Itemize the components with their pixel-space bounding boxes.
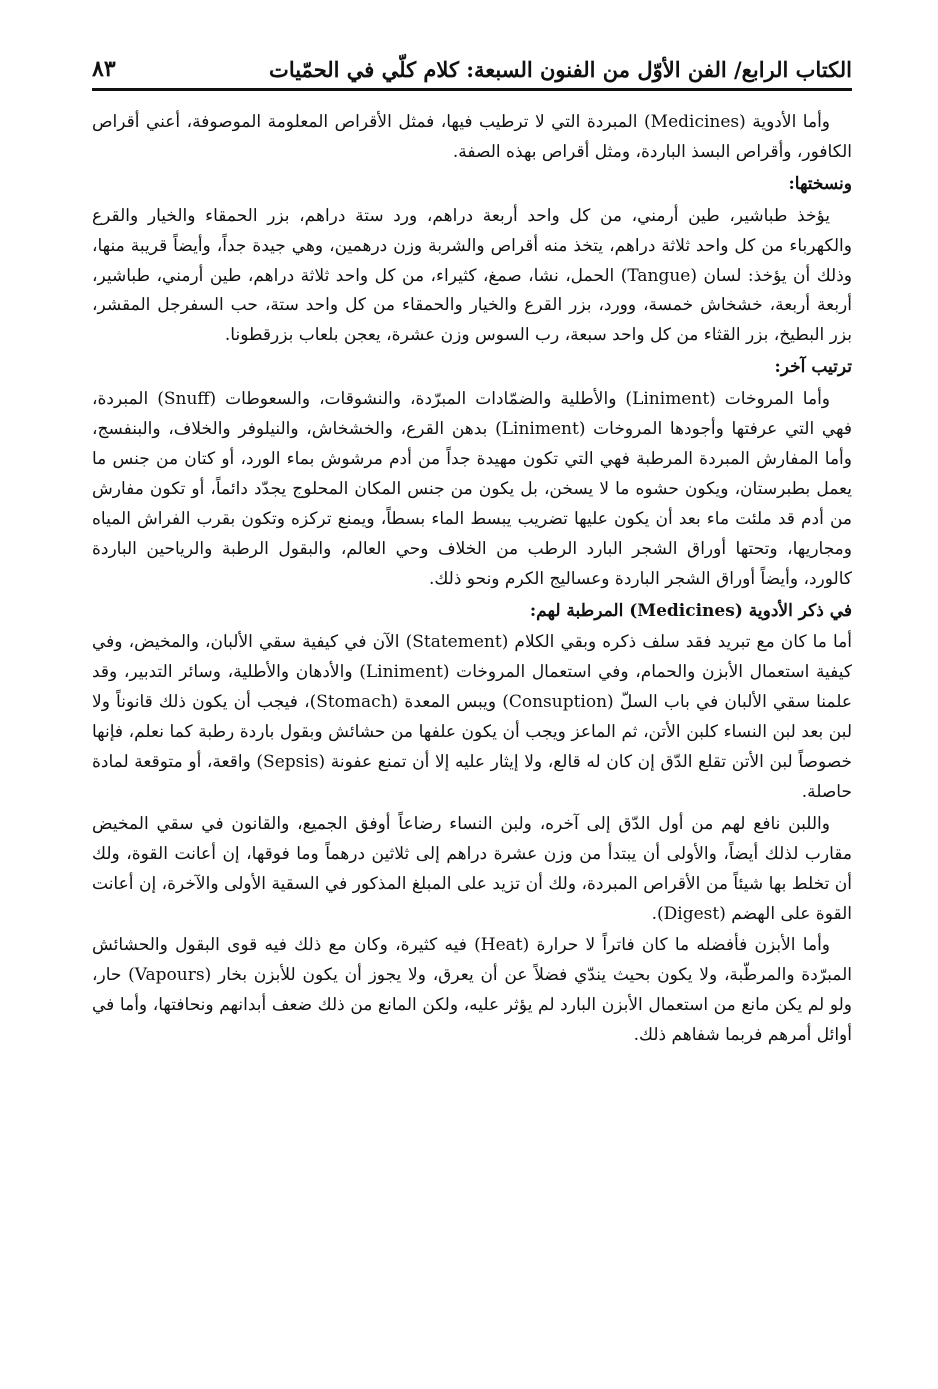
page-number: ٨٣ [92, 56, 116, 82]
page-body [92, 108, 852, 1053]
heading-recipe: ونسختها: [788, 173, 852, 194]
paragraph-bath: وأما الأبزن فأفضله ما كان فاتراً لا حرارة (Heat) فيه كثيرة، وكان مع ذلك فيه قوى البقول والحشائش المبرّدة والمرطّبة، ولا يكون بحيث يندّي فضلاً عن أن يعرق، ولا يجوز أن يكون للأبزن بخار (Vapours) حار، ولو لم يكن مانع من استعمال الأبزن البارد لم يؤثر عليه، ولكن المانع من ذلك ضعف أبدانهم ونحافتها، وأما في أوائل أمرهم فربما شفاهم ذلك. [92, 935, 852, 1046]
page-header [92, 44, 852, 91]
paragraph-milk-regimen: أما ما كان مع تبريد فقد سلف ذكره وبقي الكلام (Statement) الآن في كيفية سقي الألبان، والمخيض، وفي كيفية استعمال الأبزن والحمام، وفي استعمال المروخات (Liniment) والأدهان والأطلية، وسائر التدبير، وقد علمنا سقي الألبان في باب السلّ (Consuption) ويبس المعدة (Stomach)، فيجب أن يكون ذلك قانوناً ولا لبن بعد لبن النساء كلبن الأتن، ثم الماعز ويجب أن يكون علفها من حشائش وبقول باردة رطبة كما نعلم، فإنها خصوصاً لبن الأتن تقلع الدّق إن كان له قالع، ولا إيثار عليه إلا أن تمنع عفونة (Sepsis) واقعة، أو متوقعة لمادة حاصلة. [92, 632, 853, 802]
paragraph-medicines-cooling: وأما الأدوية (Medicines) المبردة التي لا ترطيب فيها، فمثل الأقراص المعلومة الموصوفة، أعني أقراص الكافور، وأقراص البسذ الباردة، ومثل أقراص بهذه الصفة. [92, 112, 852, 162]
paragraph-milk-dosage: واللبن نافع لهم من أول الدّق إلى آخره، ولبن النساء رضاعاً أوفق الجميع، والقانون في سقي المخيض مقارب لذلك أيضاً، والأولى أن يبتدأ من وزن عشرة دراهم إلى ثلاثين درهماً وما فوقها، إن أعانت القوة، ولك أن تخلط بها شيئاً من الأقراص المبردة، ولك أن تزيد على المبلغ المذكور في السقية الأولى والآخرة، إن أعانت القوة على الهضم (Digest). [92, 813, 852, 924]
heading-moistening-medicines: في ذكر الأدوية (Medicines) المرطبة لهم: [529, 600, 852, 621]
paragraph-recipe: يؤخذ طباشير، طين أرمني، من كل واحد أربعة دراهم، ورد ستة دراهم، بزر الحمقاء والخيار والقرع والكهرباء من كل واحد ثلاثة دراهم، يتخذ منه أقراص والشربة وزن درهمين، وهي جيدة جداً، وأيضاً قريبة منها، وذلك أن يؤخذ: لسان (Tangue) الحمل، نشا، صمغ، كثيراء، من كل واحد ثلاثة دراهم، طين أرمني، طباشير، أربعة أربعة، خشخاش خمسة، وورد، بزر القرع والخيار والحمقاء من كل واحد ستة، حب السفرجل المقشر، بزر البطيخ، بزر القثاء من كل واحد سبعة، رب السوس وزن عشرة، يعجن بلعاب بزرقطونا. [92, 205, 852, 346]
running-title: الكتاب الرابع/ الفن الأوّل من الفنون السبعة: كلام كلّي في الحمّيات [269, 57, 852, 82]
paragraph-liniments: وأما المروخات (Liniment) والأطلية والضمّادات المبرّدة، والنشوقات، والسعوطات (Snuff) المبردة، فهي التي عرفتها وأجودها المروخات (Liniment) بدهن القرع، والخشخاش، والنيلوفر والخلاف، والبنفسج، وأما المفارش المبردة المرطبة فهي التي تكون مهيدة جداً من أدم مرشوش بماء الورد، أو كتان من جنس ما يعمل بطبرستان، ويكون حشوه ما لا يسخن، بل يكون من جنس المكان المحلوج يجدّد دائماً، أو تكون مفارش من أدم قد ملئت ماء بعد أن يكون عليها تضريب يبسط الماء بسطاً، ويمنع تركزه وتكون بقرب الفراش المياه ومجاريها، وتحتها أوراق الشجر البارد الرطب من الخلاف وحي العالم، والبقول الرطبة والرياحين الباردة كالورد، وأيضاً أوراق الشجر الباردة وعساليج الكرم ونحو ذلك. [92, 389, 853, 589]
heading-another-arrangement: ترتيب آخر: [774, 357, 852, 378]
